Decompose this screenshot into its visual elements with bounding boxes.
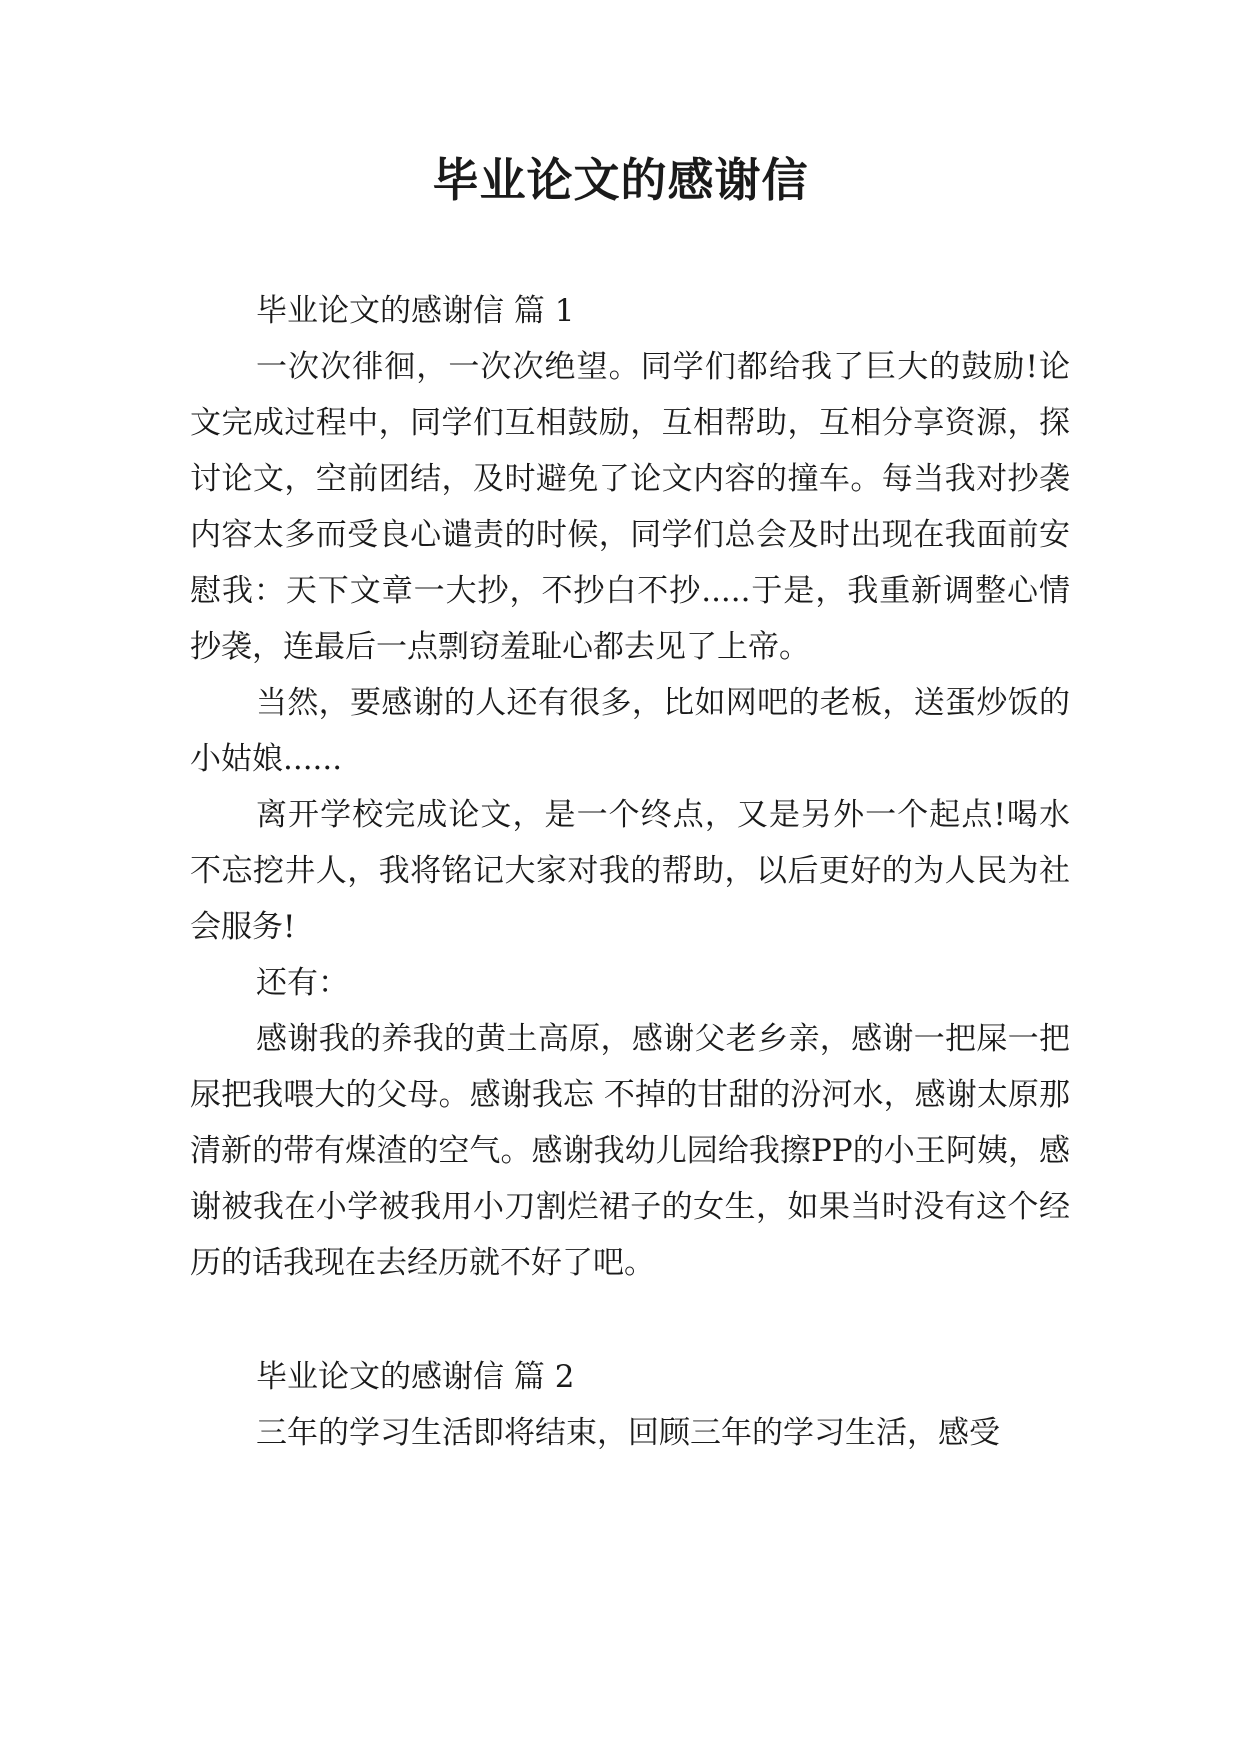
section-1-paragraph-3: 离开学校完成论文，是一个终点，又是另外一个起点!喝水不忘挖井人，我将铭记大家对我的帮助，以后更好的为人民为社会服务!: [190, 797, 1070, 945]
section-1-paragraph-5: 感谢我的养我的黄土高原，感谢父老乡亲，感谢一把屎一把尿把我喂大的父母。感谢我忘 不掉的甘甜的汾河水，感谢太原那清新的带有煤渣的空气。感谢我幼儿园给我擦PP的小王阿姨，感谢被我在小学被我用小刀割烂裙子的女生，如果当时没有这个经历的话我现在去经历就不好了吧。: [190, 1021, 1070, 1281]
section-2-paragraph-1: 三年的学习生活即将结束，回顾三年的学习生活，感受: [256, 1415, 1000, 1451]
section-1-paragraph-2: 当然，要感谢的人还有很多，比如网吧的老板，送蛋炒饭的小姑娘......: [190, 685, 1070, 777]
document-title: 毕业论文的感谢信: [432, 153, 809, 207]
document-body: [190, 283, 1070, 1461]
section-spacer: [190, 1291, 1070, 1349]
section-1-paragraph-4: 还有：: [256, 965, 349, 1001]
section-1-paragraph-1: 一次次徘徊，一次次绝望。同学们都给我了巨大的鼓励!论文完成过程中，同学们互相鼓励，互相帮助，互相分享资源，探讨论文，空前团结，及时避免了论文内容的撞车。每当我对抄袭内容太多而受良心谴责的时候，同学们总会及时出现在我面前安慰我：天下文章一大抄，不抄白不抄.....于是，我重新调整心情抄袭，连最后一点剽窃羞耻心都去见了上帝。: [190, 349, 1070, 665]
section-2-heading: 毕业论文的感谢信 篇 2: [256, 1359, 575, 1395]
section-1-heading: 毕业论文的感谢信 篇 1: [256, 293, 575, 329]
